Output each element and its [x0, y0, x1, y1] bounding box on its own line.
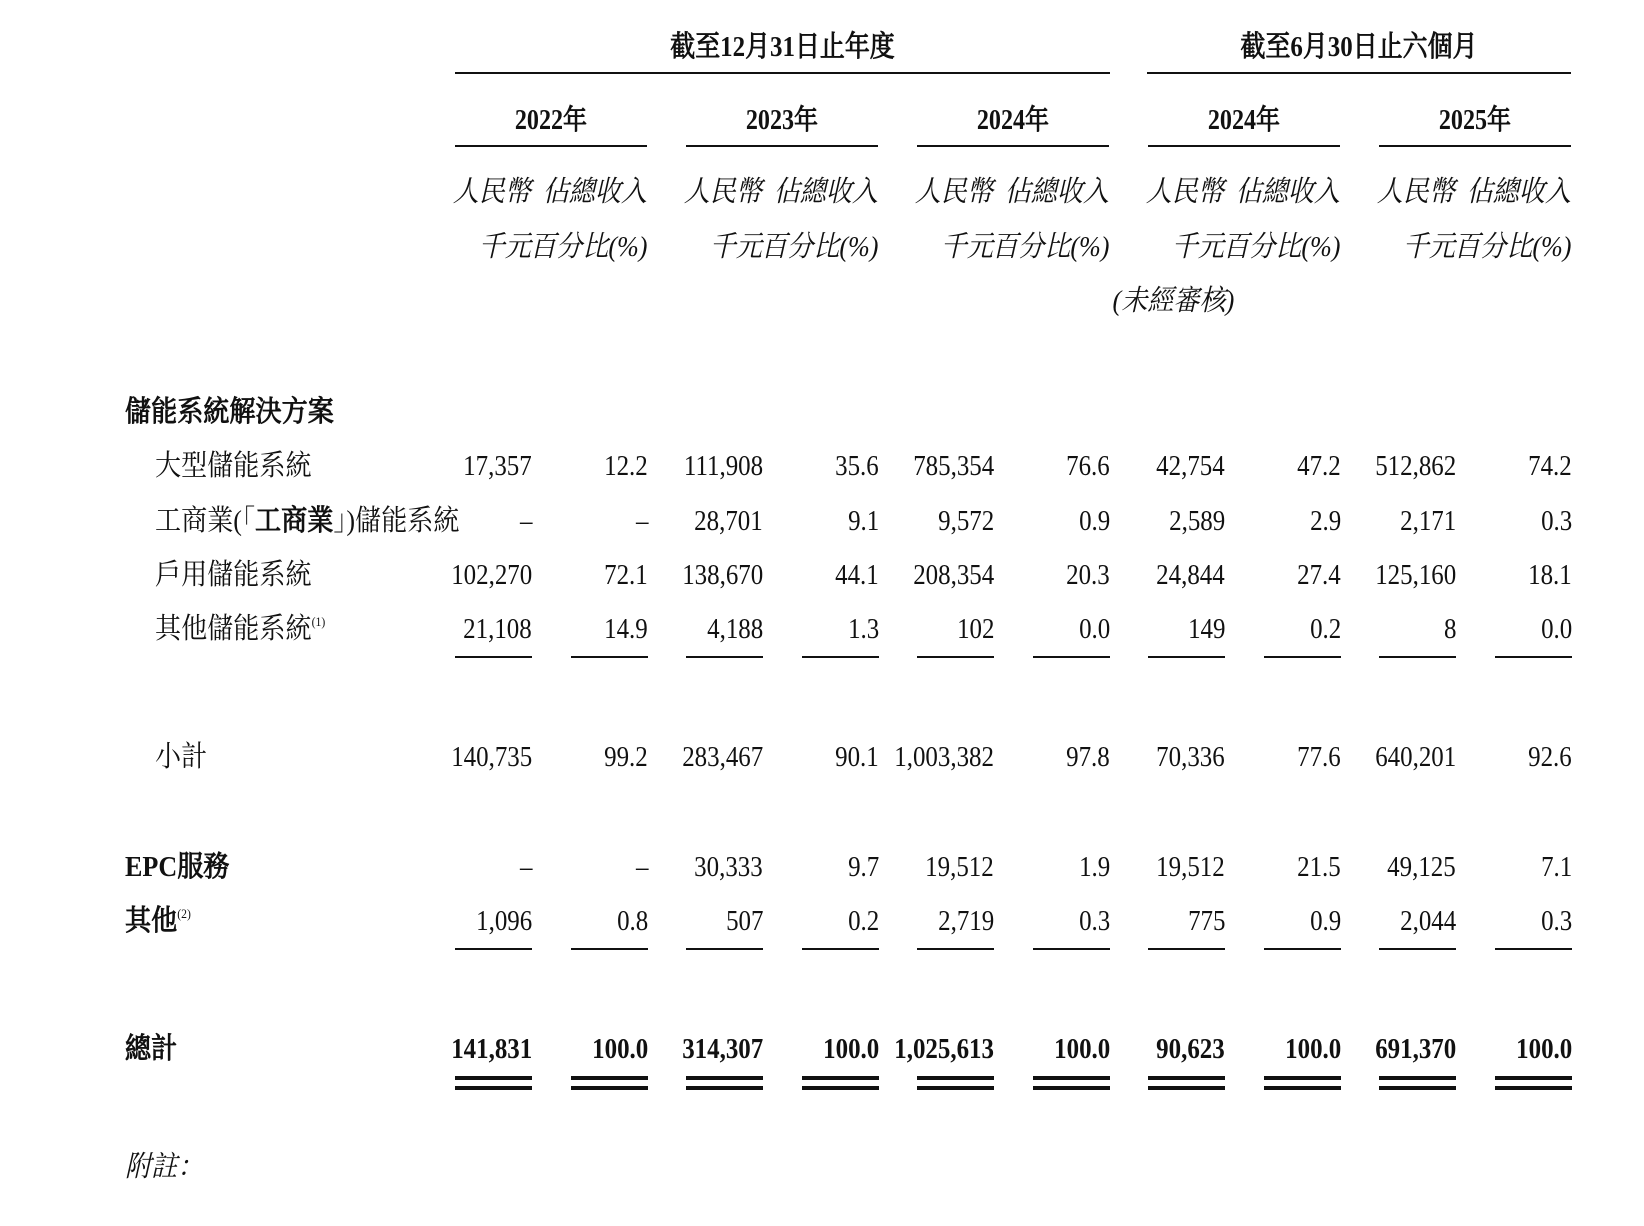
- others-rule: [917, 948, 994, 950]
- table-cell: 14.9: [604, 613, 648, 645]
- table-cell: –: [635, 851, 648, 883]
- table-cell: 42,754: [1156, 450, 1225, 482]
- total-double-rule-lower: [1148, 1086, 1225, 1090]
- subheader-pct-2024h1-l2: 百分比(%): [1222, 231, 1340, 263]
- total-double-rule-lower: [802, 1086, 879, 1090]
- total-double-rule-lower: [917, 1086, 994, 1090]
- total-double-rule-upper: [571, 1076, 648, 1080]
- footnote-label: 附註：: [125, 1151, 204, 1183]
- table-cell: 24,844: [1156, 559, 1225, 591]
- table-cell: 100.0: [1284, 1033, 1341, 1065]
- table-cell: 9,572: [937, 505, 994, 537]
- table-cell: –: [519, 505, 532, 537]
- table-cell: 7.1: [1540, 851, 1572, 883]
- total-double-rule-upper: [917, 1076, 994, 1080]
- total-double-rule-upper: [1264, 1076, 1341, 1080]
- subheader-rmb-2025h1-l1: 人民幣: [1376, 176, 1455, 208]
- table-cell: 49,125: [1387, 851, 1456, 883]
- table-cell: 1.3: [847, 613, 879, 645]
- subtotal-rule: [802, 656, 879, 658]
- table-cell: –: [635, 505, 648, 537]
- table-cell: 691,370: [1374, 1033, 1456, 1065]
- table-cell: 0.8: [616, 905, 648, 937]
- table-cell: 775: [1187, 905, 1225, 937]
- total-double-rule-lower: [1379, 1086, 1456, 1090]
- subheader-rmb-2023-l2: 千元: [709, 231, 762, 263]
- subheader-rmb-2025h1-l2: 千元: [1402, 231, 1455, 263]
- total-double-rule-lower: [1264, 1086, 1341, 1090]
- row-label-epc: EPC服務: [125, 851, 230, 883]
- table-cell: 102,270: [450, 559, 532, 591]
- subheader-unaudited: (未經審核): [1112, 285, 1234, 317]
- footnote-ref-2: (2): [177, 906, 191, 921]
- header-group-years: 截至12月31日止年度: [670, 31, 895, 63]
- table-cell: 19,512: [1156, 851, 1225, 883]
- total-double-rule-upper: [455, 1076, 532, 1080]
- subheader-rmb-2024-l1: 人民幣: [914, 176, 993, 208]
- total-double-rule-lower: [686, 1086, 763, 1090]
- year-header-2024: 2024年: [976, 105, 1050, 136]
- subtotal-rule: [455, 656, 532, 658]
- subtotal-rule: [1379, 656, 1456, 658]
- table-cell: 4,188: [706, 613, 763, 645]
- table-cell: 44.1: [835, 559, 879, 591]
- table-cell: 47.2: [1297, 450, 1341, 482]
- table-cell: 314,307: [681, 1033, 763, 1065]
- subtotal-rule: [1148, 656, 1225, 658]
- table-cell: 100.0: [822, 1033, 879, 1065]
- row-label-large-ess: 大型儲能系統: [155, 450, 312, 482]
- row-label-total: 總計: [125, 1033, 178, 1065]
- year-rule-2024: [917, 145, 1109, 147]
- table-cell: 208,354: [912, 559, 994, 591]
- table-cell: 9.7: [847, 851, 879, 883]
- total-double-rule-upper: [1379, 1076, 1456, 1080]
- table-cell: 0.0: [1540, 613, 1572, 645]
- year-rule-2025-h1: [1379, 145, 1571, 147]
- total-double-rule-upper: [1033, 1076, 1110, 1080]
- table-cell: 2,044: [1399, 905, 1456, 937]
- year-rule-2024-h1: [1148, 145, 1340, 147]
- table-cell: 90.1: [835, 741, 879, 773]
- subtotal-rule: [917, 656, 994, 658]
- others-rule: [1495, 948, 1572, 950]
- year-header-2025-h1: 2025年: [1438, 105, 1512, 136]
- table-cell: –: [519, 851, 532, 883]
- table-cell: 111,908: [683, 450, 763, 482]
- table-cell: 30,333: [694, 851, 763, 883]
- row-label-others: 其他$^{(2)}$: [125, 905, 191, 937]
- year-header-2023: 2023年: [745, 105, 819, 136]
- table-cell: 20.3: [1066, 559, 1110, 591]
- table-cell: 100.0: [1053, 1033, 1110, 1065]
- table-cell: 141,831: [450, 1033, 532, 1065]
- subheader-rmb-2023-l1: 人民幣: [683, 176, 762, 208]
- header-group-six-months-rule: [1147, 72, 1571, 74]
- row-label-subtotal: 小計: [155, 741, 208, 773]
- year-rule-2022: [455, 145, 647, 147]
- table-cell: 70,336: [1156, 741, 1225, 773]
- table-cell: 0.9: [1078, 505, 1110, 537]
- subheader-pct-2022-l2: 百分比(%): [529, 231, 647, 263]
- subheader-rmb-2022-l2: 千元: [478, 231, 531, 263]
- total-double-rule-upper: [686, 1076, 763, 1080]
- table-cell: 138,670: [681, 559, 763, 591]
- table-cell: 1,025,613: [894, 1033, 994, 1065]
- others-rule: [1264, 948, 1341, 950]
- table-cell: 2.9: [1309, 505, 1341, 537]
- subheader-pct-2024-l1: 佔總收入: [1004, 176, 1109, 208]
- table-cell: 77.6: [1297, 741, 1341, 773]
- row-label-other-ess: 其他儲能系統$^{(1)}$: [155, 613, 326, 645]
- others-rule: [1033, 948, 1110, 950]
- others-rule: [1148, 948, 1225, 950]
- table-cell: 0.3: [1540, 505, 1572, 537]
- table-cell: 507: [725, 905, 763, 937]
- year-rule-2023: [686, 145, 878, 147]
- table-cell: 100.0: [591, 1033, 648, 1065]
- table-cell: 72.1: [604, 559, 648, 591]
- table-cell: 140,735: [450, 741, 532, 773]
- subheader-pct-2022-l1: 佔總收入: [542, 176, 647, 208]
- subheader-rmb-2024h1-l2: 千元: [1171, 231, 1224, 263]
- table-cell: 35.6: [835, 450, 879, 482]
- table-cell: 99.2: [604, 741, 648, 773]
- total-double-rule-lower: [1033, 1086, 1110, 1090]
- total-double-rule-lower: [571, 1086, 648, 1090]
- table-cell: 640,201: [1374, 741, 1456, 773]
- others-rule: [802, 948, 879, 950]
- others-rule: [455, 948, 532, 950]
- table-cell: 2,171: [1399, 505, 1456, 537]
- table-cell: 92.6: [1528, 741, 1572, 773]
- table-cell: 12.2: [604, 450, 648, 482]
- subheader-rmb-2022-l1: 人民幣: [452, 176, 531, 208]
- subheader-pct-2025h1-l2: 百分比(%): [1453, 231, 1571, 263]
- subtotal-rule: [1264, 656, 1341, 658]
- header-group-six-months: 截至6月30日止六個月: [1240, 31, 1478, 63]
- subheader-pct-2023-l1: 佔總收入: [773, 176, 878, 208]
- row-label-ess-solutions: 儲能系統解決方案: [125, 396, 334, 428]
- others-rule: [686, 948, 763, 950]
- subtotal-rule: [686, 656, 763, 658]
- table-cell: 0.0: [1078, 613, 1110, 645]
- total-double-rule-upper: [802, 1076, 879, 1080]
- table-cell: 0.3: [1078, 905, 1110, 937]
- subheader-pct-2023-l2: 百分比(%): [760, 231, 878, 263]
- others-rule: [1379, 948, 1456, 950]
- subheader-pct-2025h1-l1: 佔總收入: [1466, 176, 1571, 208]
- table-cell: 512,862: [1374, 450, 1456, 482]
- subheader-rmb-2024h1-l1: 人民幣: [1145, 176, 1224, 208]
- table-cell: 785,354: [912, 450, 994, 482]
- table-cell: 97.8: [1066, 741, 1110, 773]
- table-cell: 0.9: [1309, 905, 1341, 937]
- footnote-ref-1: (1): [311, 614, 326, 629]
- subtotal-rule: [1033, 656, 1110, 658]
- table-cell: 27.4: [1297, 559, 1341, 591]
- table-cell: 0.3: [1540, 905, 1572, 937]
- subheader-pct-2024-l2: 百分比(%): [991, 231, 1109, 263]
- table-cell: 17,357: [463, 450, 532, 482]
- table-cell: 2,719: [937, 905, 994, 937]
- table-cell: 125,160: [1374, 559, 1456, 591]
- table-cell: 0.2: [847, 905, 879, 937]
- subheader-pct-2024h1-l1: 佔總收入: [1235, 176, 1340, 208]
- table-cell: 18.1: [1528, 559, 1572, 591]
- table-cell: 74.2: [1528, 450, 1572, 482]
- table-cell: 21.5: [1297, 851, 1341, 883]
- total-double-rule-lower: [1495, 1086, 1572, 1090]
- table-cell: 21,108: [463, 613, 532, 645]
- row-label-residential-ess: 戶用儲能系統: [155, 559, 312, 591]
- table-cell: 8: [1443, 613, 1456, 645]
- others-rule: [571, 948, 648, 950]
- total-double-rule-upper: [1495, 1076, 1572, 1080]
- table-cell: 1,096: [475, 905, 532, 937]
- table-cell: 2,589: [1168, 505, 1225, 537]
- table-cell: 102: [956, 613, 994, 645]
- table-cell: 19,512: [925, 851, 994, 883]
- subtotal-rule: [1495, 656, 1572, 658]
- header-group-years-rule: [455, 72, 1110, 74]
- table-cell: 1.9: [1078, 851, 1110, 883]
- year-header-2022: 2022年: [514, 105, 588, 136]
- subheader-rmb-2024-l2: 千元: [940, 231, 993, 263]
- table-cell: 28,701: [694, 505, 763, 537]
- year-header-2024-h1: 2024年: [1207, 105, 1281, 136]
- table-cell: 76.6: [1066, 450, 1110, 482]
- table-cell: 90,623: [1156, 1033, 1225, 1065]
- table-cell: 283,467: [681, 741, 763, 773]
- total-double-rule-lower: [455, 1086, 532, 1090]
- table-cell: 9.1: [847, 505, 879, 537]
- row-label-ci-ess: 工商業(「工商業」)儲能系統: [155, 505, 460, 537]
- table-cell: 100.0: [1515, 1033, 1572, 1065]
- total-double-rule-upper: [1148, 1076, 1225, 1080]
- table-cell: 0.2: [1309, 613, 1341, 645]
- table-cell: 1,003,382: [894, 741, 994, 773]
- subtotal-rule: [571, 656, 648, 658]
- table-cell: 149: [1187, 613, 1225, 645]
